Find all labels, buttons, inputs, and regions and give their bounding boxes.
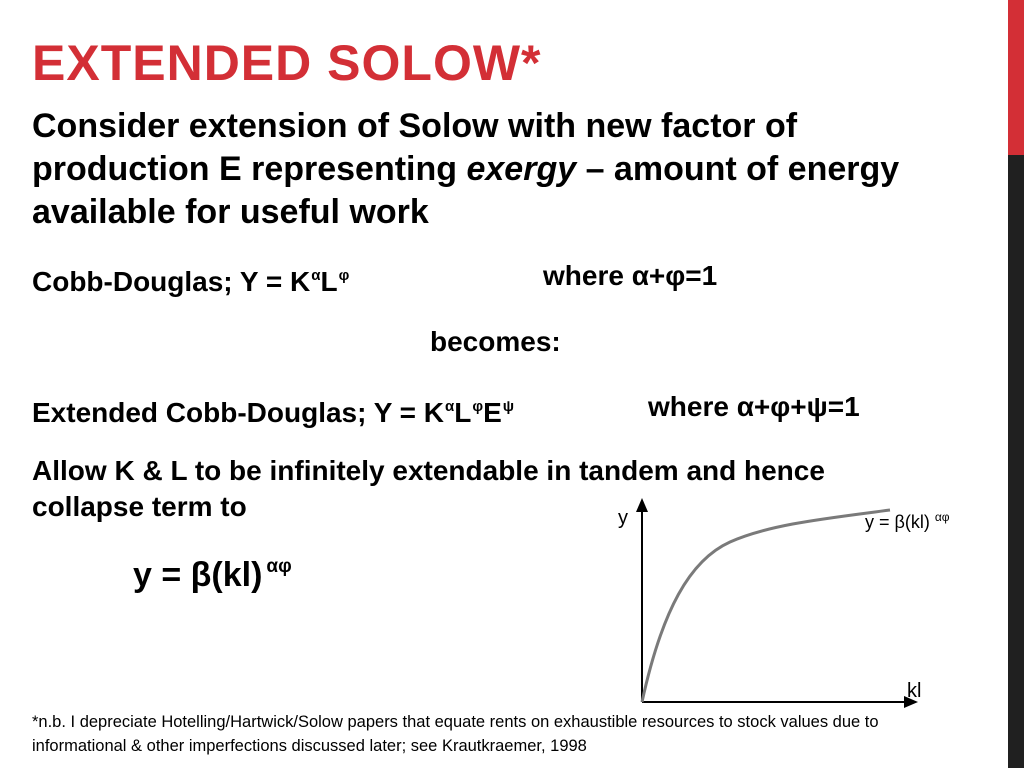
becomes-label: becomes: xyxy=(430,326,561,357)
production-function-graph xyxy=(600,490,1000,715)
intro-paragraph: Consider extension of Solow with new factor of production E representing exergy – amount of energy available for useful work xyxy=(32,107,900,231)
extended-constraint: where α+φ+ψ=1 xyxy=(648,391,860,422)
extended-cobb-douglas-formula: Extended Cobb-Douglas; $Y = K^\alpha L^\varphi E^\psi$ xyxy=(32,397,515,428)
slide-title: EXTENDED SOLOW* xyxy=(32,35,542,91)
cobb-douglas-constraint: where α+φ=1 xyxy=(543,260,718,291)
y-axis-label: y xyxy=(618,507,628,529)
cobb-douglas-formula: Cobb-Douglas; $Y = K^\alpha L^\varphi$ xyxy=(32,266,350,297)
footnote: *n.b. I depreciate Hotelling/Hartwick/Solow papers that equate rents on exhaustible resources to stock values due to informational & other imperfections discussed later; see Krautkraemer, 1998 xyxy=(32,713,879,755)
side-accent-bar xyxy=(1008,0,1024,155)
production-curve xyxy=(642,510,890,702)
x-axis-label: kl xyxy=(907,680,922,702)
y-axis-arrow xyxy=(636,498,648,512)
curve-label: y = β(kl) $^{\alpha\varphi}$ xyxy=(865,510,950,532)
reduced-formula: y = β(kl) $^{\alpha\varphi}$ xyxy=(133,556,292,594)
exergy-term: exergy xyxy=(466,150,577,188)
side-dark-bar xyxy=(1008,155,1024,768)
allow-paragraph: Allow K & L to be infinitely extendable in tandem and hence collapse term to xyxy=(32,455,825,522)
